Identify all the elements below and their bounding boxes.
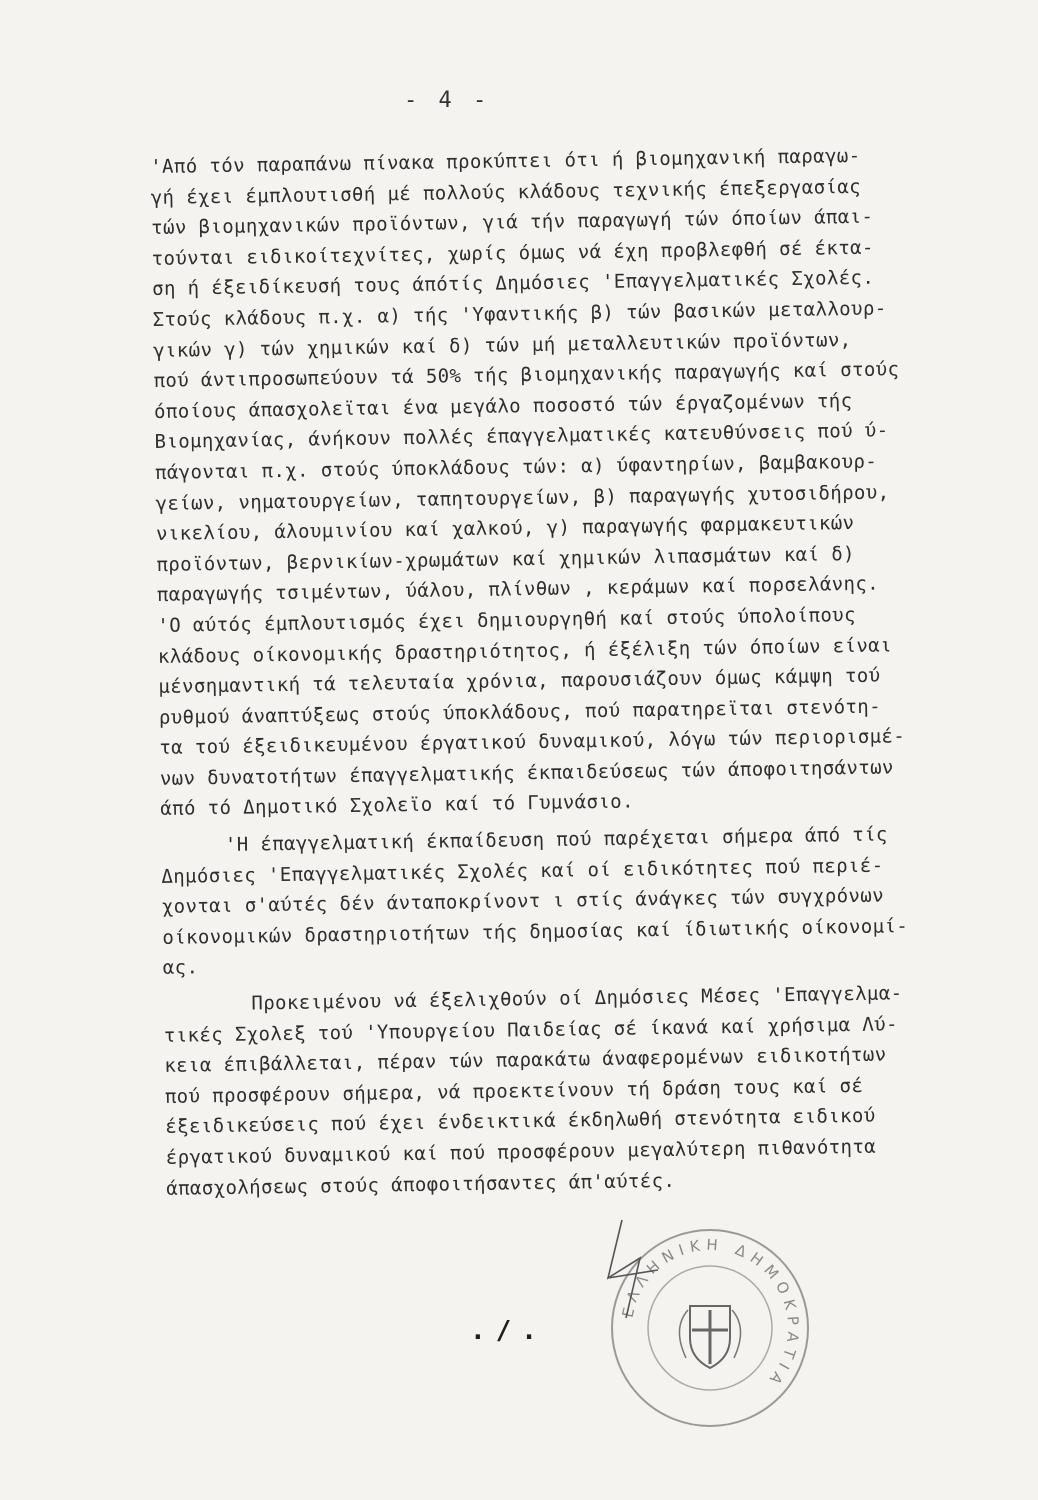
text-line: έργατικού δυναμικού καί πού προσφέρουν μεγαλύτερη πιθανότητα <box>165 1135 877 1169</box>
text-line: μένσημαντική τά τελευταία χρόνια, παρουσιάζουν όμως κάμψη τού <box>158 664 881 699</box>
text-line: γικών γ) τών χημικών καί δ) τών μή μεταλλευτικών προϊόντων, <box>152 328 852 362</box>
text-line: ση ή έξειδίκευσή τους άπότίς Δημόσιες 'Επαγγελματικές Σχολές. <box>151 267 875 301</box>
text-line: γή έχει έμπλουτισθή μέ πολλούς κλάδους τεχνικής έπεξεργασίας <box>150 175 862 209</box>
text-line: έξειδικεύσεις πού έχει ένδεικτικά έκδηλωθή στενότητα ειδικού <box>165 1105 876 1139</box>
text-line: άπό τό Δημοτικό Σχολεϊο καί τό Γυμνάσιο. <box>160 790 635 821</box>
svg-text:ΕΛΛΗΝΙΚΗ ΔΗΜΟΚΡΑΤΙΑ: ΕΛΛΗΝΙΚΗ ΔΗΜΟΚΡΑΤΙΑ <box>618 1235 803 1393</box>
text-line: ρυθμού άναπτύξεως στούς ύποκλάδους, πού παρατηρεϊται στενότη- <box>158 695 882 729</box>
text-line: 'Ο αύτός έμπλουτισμός έχει δημιουργηθή καί στούς ύπολοίπους <box>157 603 857 637</box>
text-line: κλάδους οίκονομικής δραστηριότητος, ή έξέλιξη τών όποίων είναι <box>157 633 893 668</box>
text-line: γείων, νηματουργείων, ταπητουργείων, β) παραγωγής χυτοσιδήρου, <box>155 480 890 515</box>
text-line: 'Η έπαγγελματική έκπαίδευση πού παρέχεται σήμερα άπό τίς <box>224 823 888 856</box>
text-line: τών βιομηχανικών προϊόντων, γιά τήν παραγωγή τών όποίων άπαι- <box>151 205 874 240</box>
continuation-mark: ./. <box>470 1316 547 1346</box>
text-line: όποίους άπασχολεϊται ένα μεγάλο ποσοστό τών έργαζομένων τής <box>153 389 853 423</box>
text-line: πάγονται π.χ. στούς ύποκλάδους τών: α) ύφαντηρίων, βαμβακουρ- <box>154 450 878 484</box>
text-line: κεια έπιβάλλεται, πέραν τών παρακάτω άναφερομένων ειδικοτήτων <box>164 1043 887 1078</box>
text-line: τικές Σχολεξ τού 'Υπουργείου Παιδείας σέ ίκανά καί χρήσιμα Λύ- <box>163 1012 898 1047</box>
text-line: προϊόντων, βερνικίων-χρωμάτων καί χημικών λιπασμάτων καί δ) <box>156 542 856 576</box>
text-line: άπασχολήσεως στούς άποφοιτήσαντες άπ'αύτές. <box>166 1169 676 1200</box>
text-line: Στούς κλάδους π.χ. α) τής 'Υφαντικής β) τών βασικών μεταλλουρ- <box>152 297 887 331</box>
official-seal <box>600 1218 820 1438</box>
text-line: πού άντιπροσωπεύουν τά 50% τής βιομηχανικής παραγωγής καί στούς <box>153 358 900 393</box>
text-line: πού προσφέρουν σήμερα, νά προεκτείνουν τή δράση τους καί σέ <box>164 1074 864 1108</box>
text-line: νων δυνατοτήτων έπαγγελματικής έκπαιδεύσεως τών άποφοιτησάντων <box>159 756 894 790</box>
seal-stamp-icon <box>600 1218 820 1438</box>
text-line: ας. <box>162 956 199 980</box>
text-line: τούνται ειδικοίτεχνίτες, χωρίς όμως νά έχη προβλεφθή σέ έκτα- <box>151 236 874 270</box>
text-line: Προκειμένου νά έξελιχθούν οί Δημόσιες Μέσες 'Επαγγελμα- <box>251 982 903 1015</box>
text-line: παραγωγής τσιμέντων, ύάλου, πλίνθων , κεράμων καί πορσελάνης. <box>156 572 880 607</box>
page-number: - 4 - <box>404 88 491 113</box>
text-line: νικελίου, άλουμινίου καί χαλκού, γ) παραγωγής φαρμακευτικών <box>155 512 855 546</box>
text-line: 'Από τόν παραπάνω πίνακα προκύπτει ότι ή βιομηχανική παραγω- <box>150 144 861 178</box>
text-line: Δημόσιες 'Επαγγελματικές Σχολές καί οί ειδικότητες πού περιέ- <box>161 854 884 888</box>
text-line: χονται σ'αύτές δέν άνταποκρίνοντ ι στίς άνάγκες τών συγχρόνων <box>161 884 885 919</box>
text-line: οίκονομικών δραστηριοτήτων τής δημοσίας καί ίδιωτικής οίκονομί- <box>162 915 909 949</box>
text-line: τα τού έξειδικευμένου έργατικού δυναμικού, λόγω τών περιορισμέ- <box>159 725 906 760</box>
body-text <box>150 139 996 1204</box>
text-line: Βιομηχανίας, άνήκουν πολλές έπαγγελματικές κατευθύνσεις πού ύ- <box>154 419 889 454</box>
